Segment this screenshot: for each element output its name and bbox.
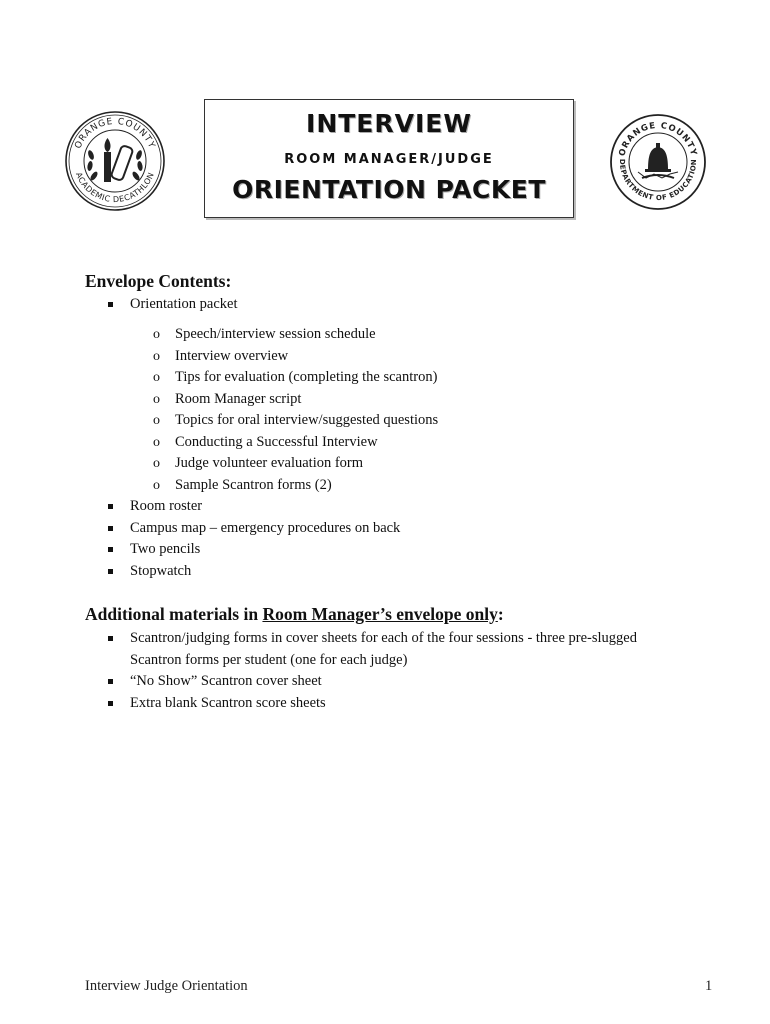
circle-bullet-icon: o: [153, 327, 160, 342]
square-bullet-icon: [108, 569, 113, 574]
title-orientation-packet: ORIENTATION PACKET: [232, 175, 546, 204]
square-bullet-icon: [108, 504, 113, 509]
circle-bullet-icon: o: [153, 370, 160, 385]
svg-text:DEPARTMENT OF EDUCATION: DEPARTMENT OF EDUCATION: [617, 158, 699, 203]
list-item: Room roster: [130, 496, 202, 518]
square-bullet-icon: [108, 526, 113, 531]
list-item: Extra blank Scantron score sheets: [130, 693, 326, 715]
list-item: Orientation packet: [130, 294, 238, 316]
svg-text:ORANGE COUNTY: ORANGE COUNTY: [73, 116, 157, 151]
svg-text:ACADEMIC DECATHLON: ACADEMIC DECATHLON: [74, 170, 157, 205]
circle-bullet-icon: o: [153, 348, 160, 364]
envelope-contents-heading: Envelope Contents:: [85, 271, 232, 291]
square-bullet-icon: [108, 547, 113, 552]
list-item: “No Show” Scantron cover sheet: [130, 671, 322, 693]
square-bullet-icon: [108, 302, 113, 307]
list-item: Scantron/judging forms in cover sheets for each of the four sessions - three pre-slugged: [130, 628, 637, 650]
footer-title: Interview Judge Orientation: [85, 978, 248, 994]
list-item: Stopwatch: [130, 561, 191, 583]
list-item: Two pencils: [130, 539, 200, 561]
sub-list-item: o Judge volunteer evaluation form: [175, 453, 363, 475]
circle-bullet-icon: o: [153, 413, 160, 428]
additional-materials-heading: Additional materials in Room Manager’s envelope only:: [85, 604, 504, 624]
academic-decathlon-seal: [64, 110, 166, 212]
circle-bullet-icon: o: [153, 391, 160, 407]
room-manager-envelope-emphasis: Room Manager’s envelope only: [262, 604, 498, 624]
square-bullet-icon: [108, 679, 113, 684]
square-bullet-icon: [108, 636, 113, 641]
sub-list-item: o Interview overview: [175, 346, 288, 368]
sub-list-item: o Topics for oral interview/suggested questions: [175, 410, 438, 432]
sub-list-item: o Speech/interview session schedule: [175, 324, 376, 346]
page-number: 1: [705, 978, 713, 994]
sub-list-item: o Room Manager script: [175, 389, 301, 411]
list-item: Campus map – emergency procedures on back: [130, 518, 400, 540]
svg-text:ORANGE COUNTY: ORANGE COUNTY: [617, 120, 699, 158]
title-interview: INTERVIEW: [306, 109, 472, 138]
square-bullet-icon: [108, 701, 113, 706]
title-subtitle: ROOM MANAGER/JUDGE: [284, 152, 494, 167]
circle-bullet-icon: o: [153, 456, 160, 471]
sub-list-item: o Conducting a Successful Interview: [175, 432, 378, 454]
circle-bullet-icon: o: [153, 434, 160, 450]
title-box: [204, 99, 574, 218]
list-item-continuation: Scantron forms per student (one for each judge): [130, 651, 408, 668]
circle-bullet-icon: o: [153, 477, 160, 493]
sub-list-item: o Tips for evaluation (completing the scantron): [175, 367, 437, 389]
sub-list-item: o Sample Scantron forms (2): [175, 475, 332, 497]
department-of-education-seal: [608, 112, 708, 212]
